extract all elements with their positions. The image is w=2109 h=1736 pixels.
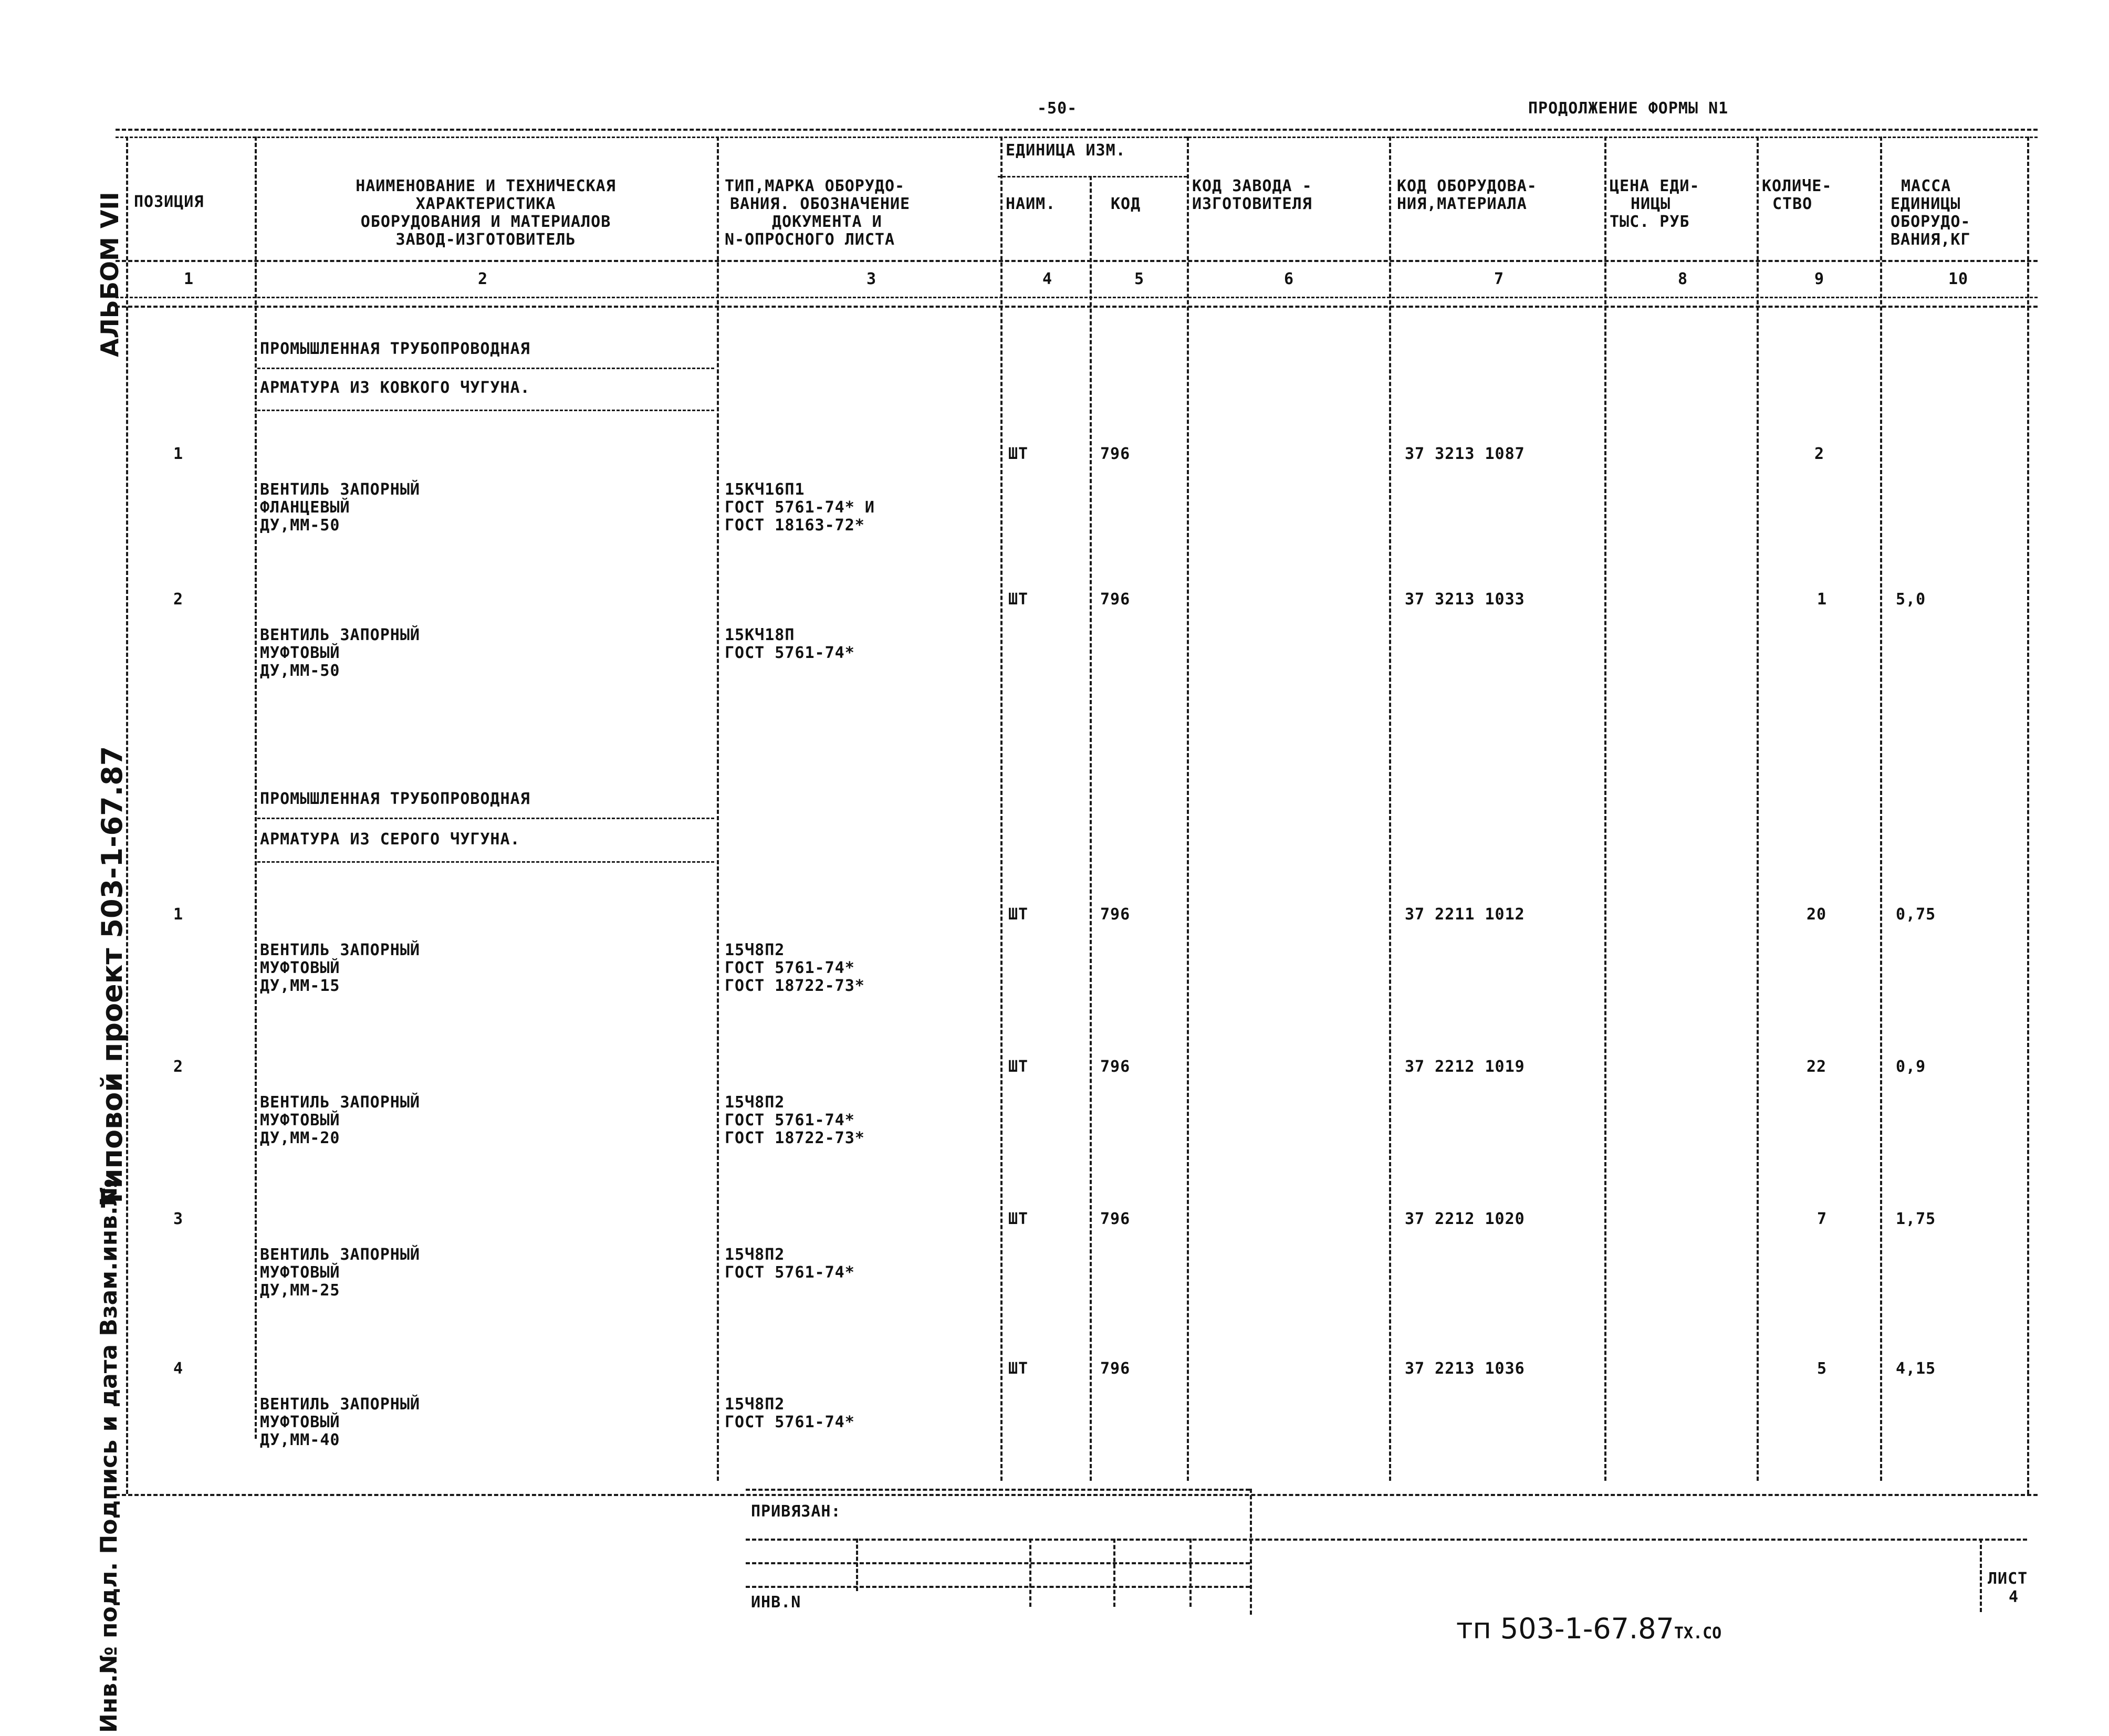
header-col8: ЦЕНА ЕДИ- НИЦЫ ТЫС. РУБ (1610, 177, 1700, 231)
col-number-9: 9 (1814, 270, 1825, 288)
row-equipment-code: 37 2212 1020 (1405, 1210, 1525, 1228)
row-mass: 1,75 (1896, 1210, 1936, 1228)
title-block-rule-1 (746, 1539, 2027, 1541)
row-equipment-code: 37 3213 1087 (1405, 445, 1525, 463)
section-subtitle: АРМАТУРА ИЗ КОВКОГО ЧУГУНА. (260, 379, 530, 397)
section-title: ПРОМЫШЛЕННАЯ ТРУБОПРОВОДНАЯ (260, 340, 530, 358)
title-block-div-d (1189, 1539, 1192, 1607)
col-number-6: 6 (1284, 270, 1294, 288)
col-border-3-4 (1000, 137, 1003, 1481)
sheet-number: 4 (2009, 1588, 2019, 1606)
continuation-label: ПРОДОЛЖЕНИЕ ФОРМЫ N1 (1528, 99, 1729, 118)
section-subtitle-rule (257, 410, 714, 411)
col-border-8-9 (1757, 137, 1759, 1481)
title-block-rule-3 (746, 1586, 1250, 1588)
row-name: ВЕНТИЛЬ ЗАПОРНЫЙ МУФТОВЫЙ ДУ,ММ-15 (260, 941, 420, 995)
row-position: 4 (173, 1359, 184, 1378)
section-subtitle: АРМАТУРА ИЗ СЕРОГО ЧУГУНА. (260, 830, 520, 849)
row-unit-code: 796 (1100, 445, 1131, 463)
col-border-2-3 (717, 137, 719, 1481)
row-name: ВЕНТИЛЬ ЗАПОРНЫЙ МУФТОВЫЙ ДУ,ММ-20 (260, 1093, 420, 1147)
row-equipment-code: 37 2212 1019 (1405, 1058, 1525, 1076)
title-block-div-a (856, 1539, 858, 1591)
header-unit-group: ЕДИНИЦА ИЗМ. (1006, 141, 1126, 160)
row-mass: 0,9 (1896, 1058, 1926, 1076)
approval-stamp: Инв.№ подл. Подпись и дата Взам.инв.№ (96, 1178, 122, 1733)
header-col10: МАССА ЕДИНИЦЫ ОБОРУДО- ВАНИЯ,КГ (1891, 177, 1971, 249)
row-unit-code: 796 (1100, 1359, 1131, 1378)
row-quantity: 7 (1817, 1210, 1828, 1228)
row-unit: ШТ (1008, 905, 1029, 924)
section-title-rule (257, 818, 714, 819)
page-number: -50- (1037, 99, 1078, 118)
title-block-right (1250, 1489, 1252, 1615)
row-type: 15Ч8П2 ГОСТ 5761-74* (725, 1395, 855, 1431)
row-unit-code: 796 (1100, 1210, 1131, 1228)
table-top-border (116, 129, 2038, 131)
row-type: 15Ч8П2 ГОСТ 5761-74* (725, 1246, 855, 1282)
col-border-4-5 (1090, 176, 1092, 1481)
col-border-9-10 (1880, 137, 1882, 1481)
row-name: ВЕНТИЛЬ ЗАПОРНЫЙ МУФТОВЫЙ ДУ,ММ-40 (260, 1395, 420, 1449)
row-position: 3 (173, 1210, 184, 1228)
row-type: 15Ч8П2 ГОСТ 5761-74* ГОСТ 18722-73* (725, 941, 865, 995)
row-position: 1 (173, 905, 184, 924)
header-col3: ТИП,МАРКА ОБОРУДО- ВАНИЯ. ОБОЗНАЧЕНИЕ ДОКУМЕНТА И N-ОПРОСНОГО ЛИСТА (725, 177, 911, 249)
header-col5: КОД (1111, 195, 1141, 213)
header-col7: КОД ОБОРУДОВА- НИЯ,МАТЕРИАЛА (1397, 177, 1537, 213)
numbers-bottom-rule-2 (116, 306, 2038, 308)
row-quantity: 22 (1807, 1058, 1827, 1076)
row-name: ВЕНТИЛЬ ЗАПОРНЫЙ МУФТОВЫЙ ДУ,ММ-50 (260, 626, 420, 680)
row-name: ВЕНТИЛЬ ЗАПОРНЫЙ ФЛАНЦЕВЫЙ ДУ,ММ-50 (260, 480, 420, 535)
row-position: 2 (173, 1058, 184, 1076)
table-bottom-border (116, 1494, 2038, 1496)
title-block-top (746, 1489, 1250, 1491)
row-quantity: 1 (1817, 590, 1828, 609)
row-position: 2 (173, 590, 184, 609)
header-top-rule (116, 137, 2038, 138)
sheet-box-left (1980, 1539, 1982, 1612)
row-unit-code: 796 (1100, 905, 1131, 924)
header-col4: НАИМ. (1006, 195, 1056, 213)
col-border-7-8 (1604, 137, 1606, 1481)
section-title-rule (257, 368, 714, 369)
col-border-1-2 (255, 137, 257, 1439)
project-label: Типовой проект 503-1-67.87 (96, 746, 129, 1208)
row-quantity: 2 (1814, 445, 1825, 463)
row-unit-code: 796 (1100, 590, 1131, 609)
row-type: 15Ч8П2 ГОСТ 5761-74* ГОСТ 18722-73* (725, 1093, 865, 1147)
numbers-bottom-rule (116, 297, 2038, 298)
row-unit: ШТ (1008, 1210, 1029, 1228)
row-name: ВЕНТИЛЬ ЗАПОРНЫЙ МУФТОВЫЙ ДУ,ММ-25 (260, 1246, 420, 1300)
col-border-6-7 (1389, 137, 1391, 1481)
album-label: АЛЬБОМ VII (96, 192, 124, 357)
header-col1: ПОЗИЦИЯ (134, 193, 204, 211)
row-unit: ШТ (1008, 445, 1029, 463)
row-equipment-code: 37 3213 1033 (1405, 590, 1525, 609)
title-block-div-c (1113, 1539, 1115, 1607)
title-block-rule-2 (746, 1562, 1250, 1564)
col-number-5: 5 (1134, 270, 1145, 288)
col-number-7: 7 (1494, 270, 1505, 288)
row-type: 15КЧ16П1 ГОСТ 5761-74* И ГОСТ 18163-72* (725, 480, 875, 535)
row-position: 1 (173, 445, 184, 463)
row-unit: ШТ (1008, 1359, 1029, 1378)
row-mass: 4,15 (1896, 1359, 1936, 1378)
section-subtitle-rule (257, 861, 714, 863)
row-mass: 0,75 (1896, 905, 1936, 924)
row-quantity: 5 (1817, 1359, 1828, 1378)
col-number-8: 8 (1678, 270, 1688, 288)
sheet-label: ЛИСТ (1988, 1570, 2028, 1588)
row-unit: ШТ (1008, 590, 1029, 609)
col-number-4: 4 (1042, 270, 1053, 288)
row-unit-code: 796 (1100, 1058, 1131, 1076)
header-col6: КОД ЗАВОДА - ИЗГОТОВИТЕЛЯ (1192, 177, 1312, 213)
row-equipment-code: 37 2213 1036 (1405, 1359, 1525, 1378)
col-number-1: 1 (184, 270, 194, 288)
row-quantity: 20 (1807, 905, 1827, 924)
row-equipment-code: 37 2211 1012 (1405, 905, 1525, 924)
inventory-label: ИНВ.N (751, 1593, 801, 1612)
row-unit: ШТ (1008, 1058, 1029, 1076)
col-number-3: 3 (866, 270, 877, 288)
col-number-10: 10 (1948, 270, 1969, 288)
header-col2: НАИМЕНОВАНИЕ И ТЕХНИЧЕСКАЯ ХАРАКТЕРИСТИКА ОБОРУДОВАНИЯ И МАТЕРИАЛОВ ЗАВОД-ИЗГОТОВИТЕЛЬ (356, 177, 616, 249)
title-block-div-b (1029, 1539, 1031, 1607)
col-border-right (2027, 137, 2029, 1494)
col-border-5-6 (1187, 137, 1189, 1481)
row-type: 15КЧ18П ГОСТ 5761-74* (725, 626, 855, 662)
attached-label: ПРИВЯЗАН: (751, 1502, 841, 1521)
col-number-2: 2 (478, 270, 488, 288)
header-col9: КОЛИЧЕ- СТВО (1762, 177, 1832, 213)
document-code: тп 503-1-67.87ТХ.СО (1456, 1612, 1722, 1645)
row-mass: 5,0 (1896, 590, 1926, 609)
section-title: ПРОМЫШЛЕННАЯ ТРУБОПРОВОДНАЯ (260, 790, 530, 808)
unit-subheader-rule (998, 176, 1187, 177)
